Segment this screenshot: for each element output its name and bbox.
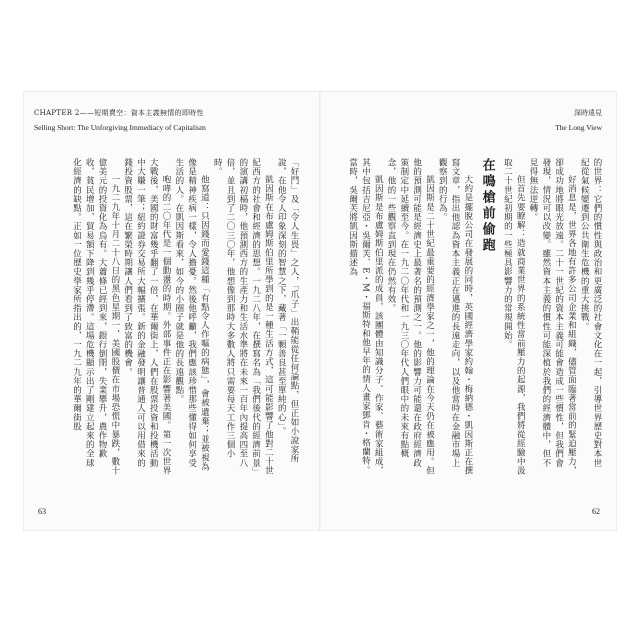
section-heading: 在鳴槍前偷跑 <box>479 158 495 254</box>
left-paragraph: 一九二九年十月二十八日的黑色星期一，美國股價在市場恐慌中暴跌，數十億美元的投資化為烏有。大蕭條已經到來，銀行倒閉，失業攀升，農作物歉收，貧民增加，貿易額下降到幾乎停滯。這場危機顯示出了剛建立起來的全球化經濟的缺點。正如一位歷史學家所指出的，一九二九年的華爾街股 <box>71 158 120 476</box>
left-page-number: 63 <box>38 507 46 516</box>
right-header-english: The Long View <box>555 123 602 132</box>
book-spread <box>24 92 616 530</box>
right-body-text <box>335 158 603 476</box>
right-paragraph: 凱因斯是布盧姆斯伯里派的成員，該團體由知識分子、作家、藝術家組成，其中包括吉尼亞・吳爾芙、E・M・福斯特和他早年的情人畫家鄧肯・格蘭特。當時，吳爾芙將凱因斯描述為 <box>347 158 384 476</box>
left-header-english: Selling Short: The Unforgiving Immediacy of Capitalism <box>34 123 206 132</box>
left-paragraph: 他寫道：只因錢而愛錢這種「有點令人作嘔的病態」，會被遺棄；並被視為像是精神疾病一樣，令人擔憂。然後他呼籲，我們應該珍惜那些懂得如何享受生活的人。在凱因斯看來，如今的小圈子就是他的長遠觀點。 <box>173 158 210 472</box>
right-page-number: 62 <box>592 507 600 516</box>
right-paragraph: 凱因斯是二十世紀最重要的經濟學家之一，他的理論在今天仍在被應用。但他的預測可能是經濟史上最著名的預測之一。他的影響力可能還在政府經濟政策制定中延續至今。在一九二〇年代和一九三〇年代人們眼中的未來有點概念，他的一些觀察直到現在仍然有效。 <box>386 158 435 476</box>
left-body-text <box>38 158 300 476</box>
left-header-chinese: CHAPTER 2——短期賣空：資本主義無情的即時性 <box>34 109 204 117</box>
left-page <box>24 92 319 530</box>
right-page <box>321 92 616 530</box>
right-paragraph: 好消息是，世界各地有許多公司企業和組織，儘管面臨著當前的緊迫壓力，卻成功地將眼光放遠。二十一世紀的資本主義可能會造成一些慣性，但我們會發現，情況可以改變。雖然資本主義的慣性可能深植於我們的經濟體中，但不見得無法逆轉。 <box>528 158 577 476</box>
left-paragraph: 凱因斯在布盧姆斯伯里所學到的是一種生活方式，這可能影響了他對二十世紀西方的社會和經濟的思想。一九二八年，在撰寫名為「我們後代的經濟前景」的演講初稿時，他預測西方的生產力和生活水準將在未來一百年內提高四至八倍，並且到了二〇三〇年，他想像到那時大多數人將只需要每天工作三個小時。 <box>212 158 274 476</box>
right-paragraph: 的世界：它們的慣性與政治和更廣泛的社會文化在一起，引導世界歷史對本世紀從氣候變遷到公共衛生危機的重大挑戰。 <box>579 158 602 468</box>
left-paragraph: 「好鬥」及「令人生畏」之人，「爪子」出鞘能從任何論點，但正如小說家所說，在他令人印象深刻的智慧之下，藏著「一顆善良甚至單純的心」。 <box>276 158 299 464</box>
right-paragraph: 大約是擺脫公司在發展的同時，英國經濟學家約翰・梅納德・凱因斯正在撰寫文章，指出他認為資本主義正在邁進的長遠走向，以及他當時在金融市場上觀察到的行為。 <box>437 158 473 476</box>
right-header-chinese: 深時遠見 <box>574 109 602 117</box>
right-paragraph: 但首先要瞭解：造就商業世界的系統性當前壓力的起源，我們將從經驗中汲取二十世紀初期的一些極具影響力的常規開始。 <box>502 158 526 476</box>
left-paragraph: 咆哮的二〇年代是一個動盪的時期。外部事件正在影響著美國。第一次世界大戰後，美國的財富幾乎翻了一倍，在華爾街上，人們在股票投資和投機活動中大賺一筆；紐約證券交易所大幅擴張。新的金融發明讓普通人可以用借來的錢投資股票，這在繁榮時期讓人們看到了致富的機會。 <box>122 158 172 476</box>
